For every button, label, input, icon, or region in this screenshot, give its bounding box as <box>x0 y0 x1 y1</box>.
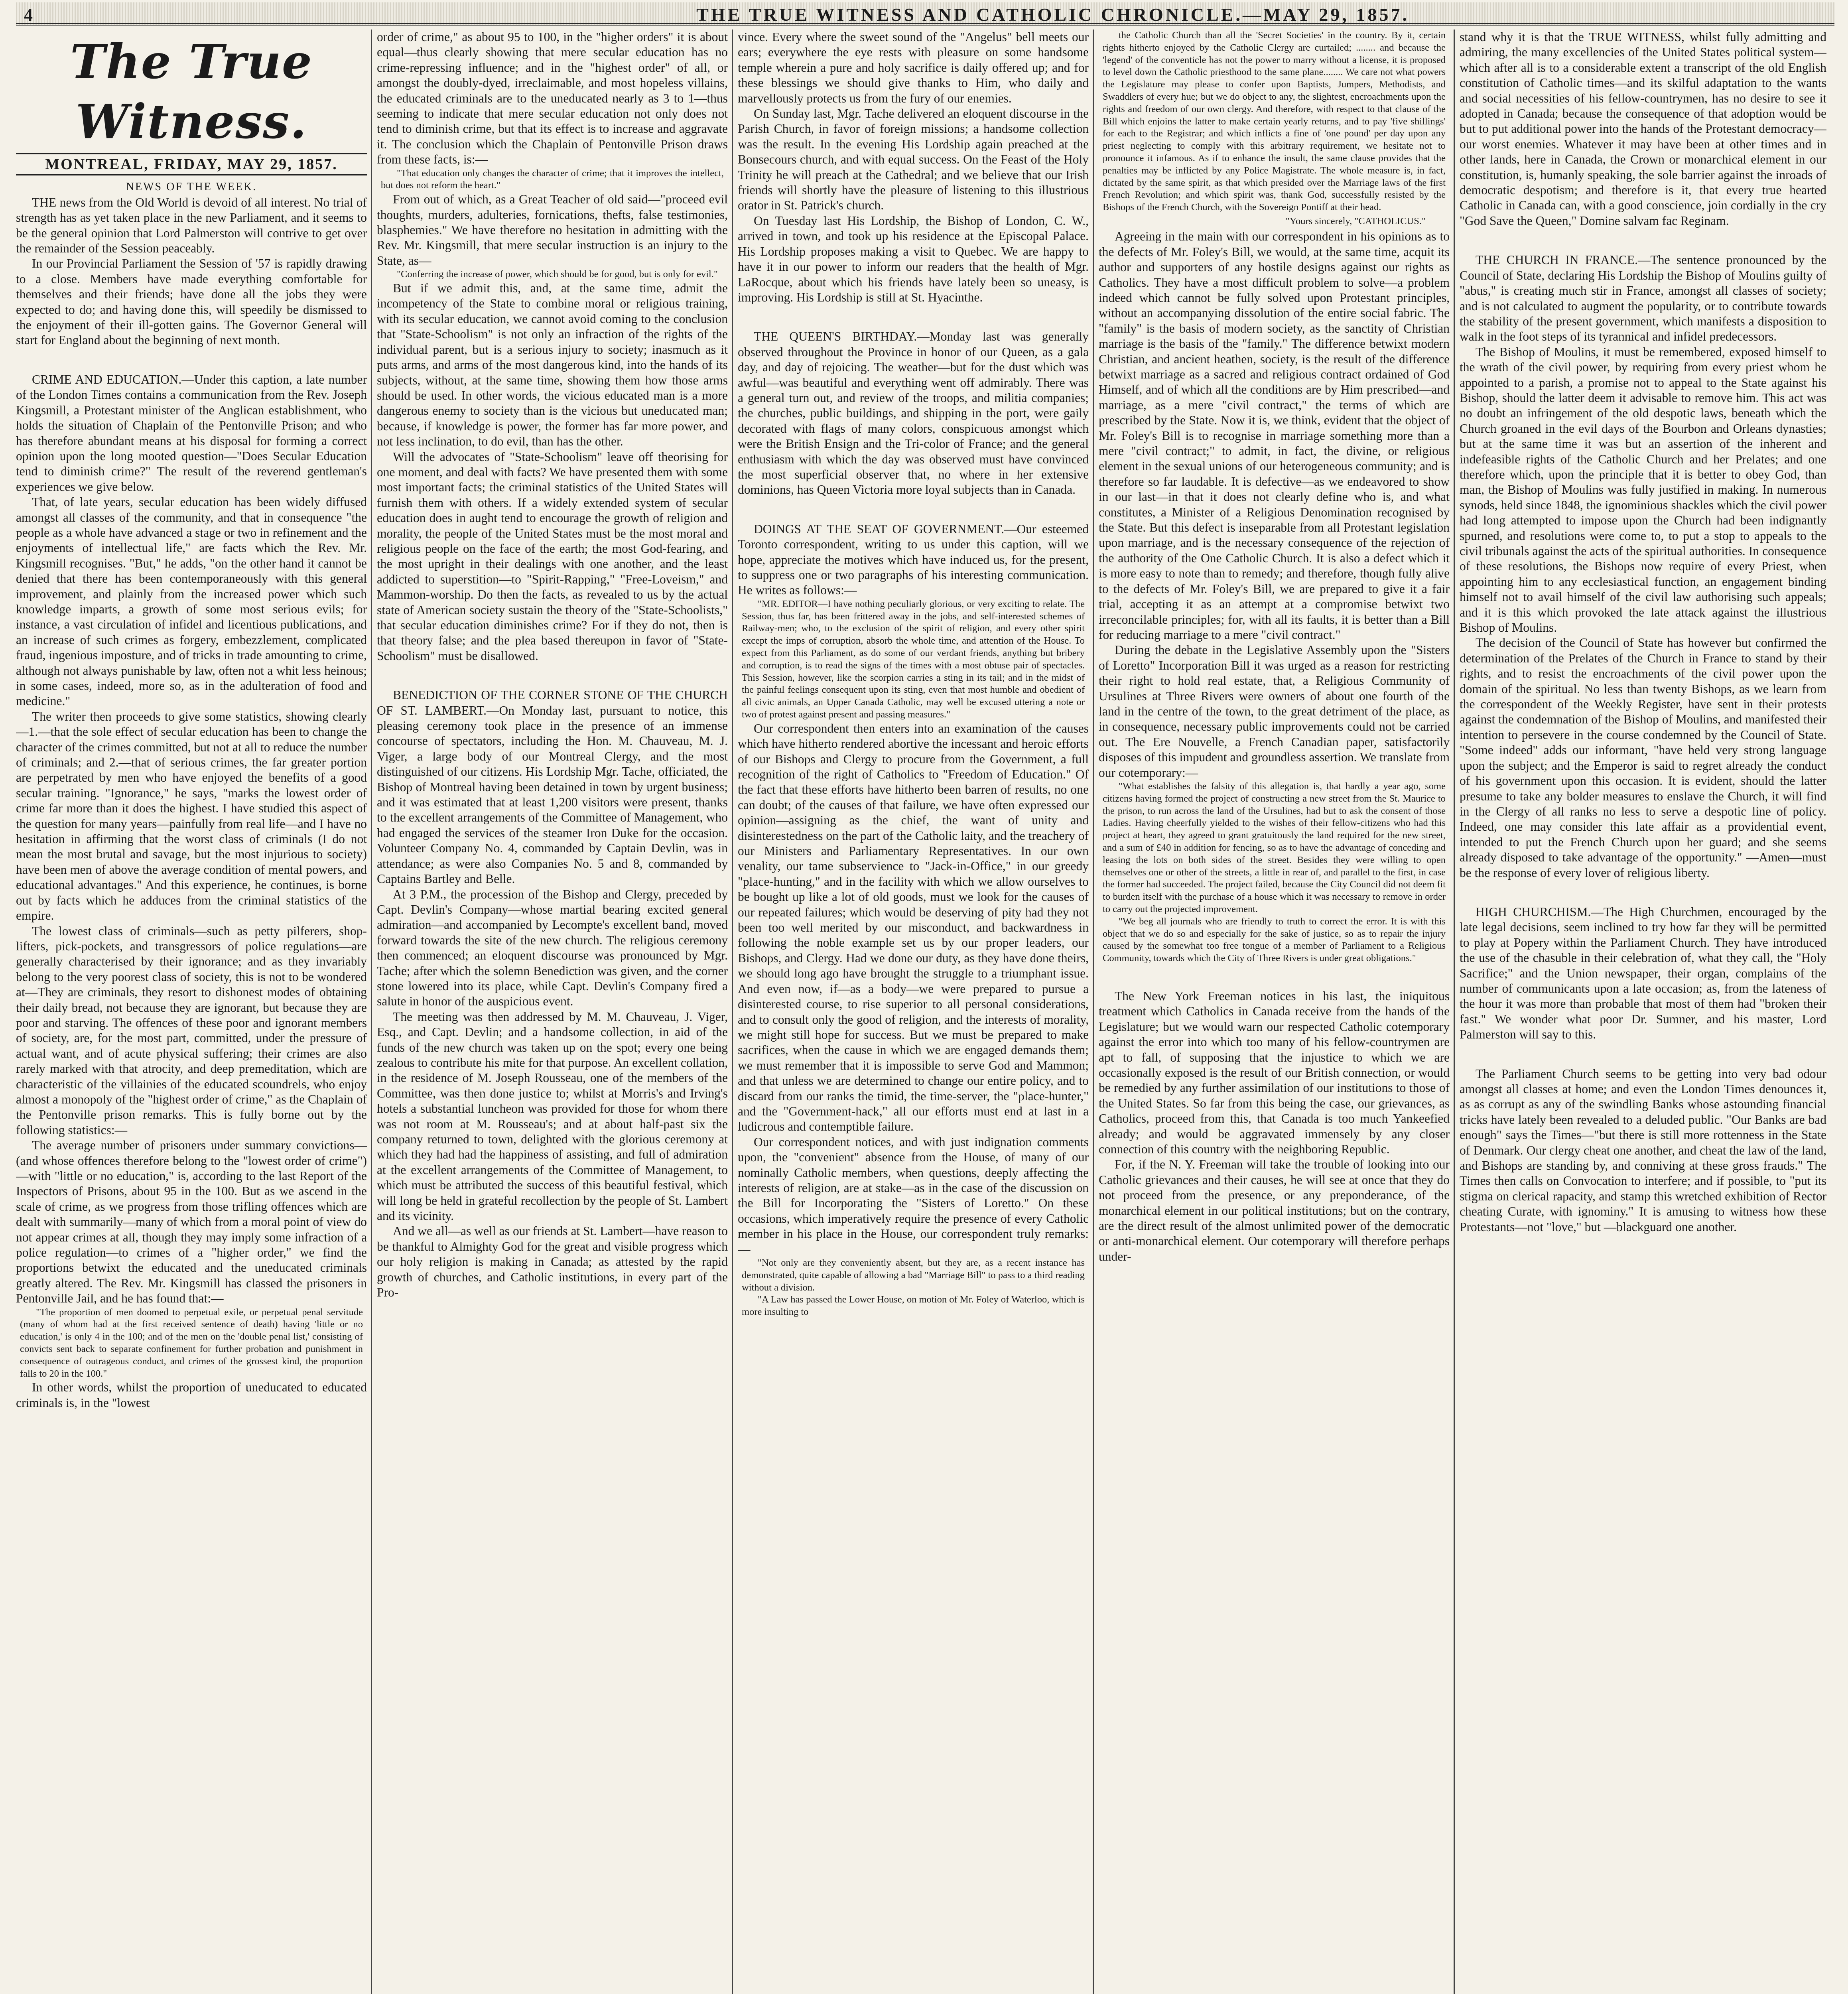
block-quote: "What establishes the falsity of this allegation is, that hardly a year ago, some citizens having formed the project of constructing a new street from the St. Maurice to the prison, to run across the land of the Ursulines, had but to ask the consent of those Ladies. Having cheerfully yielded to the wishes of their fellow-citizens who had this project at heart, they agreed to grant gratuitously the land required for the new street, and a sum of £40 in addition for fencing, so as to have the advantage of conceding and leasing the lots on both sides of the street. Besides they were willing to open themselves one or other of the streets, a little in rear of, and parallel to the first, in case the former had succeeded. The project failed, because the City Council did not deem fit to burden itself with the purchase of a house which it was necessary to remove in order to carry out the projected improvement. <box>1103 780 1446 914</box>
paragraph: order of crime," as about 95 to 100, in the "higher orders" it is about equal—thus clearly showing that mere secular education has no crime-repressing influence; and in the "highest order" of all, or amongst the doubly-dyed, irreclaimable, and most hopeless villains, the educated criminals are to the uneducated nearly as 3 to 1—thus seeming to indicate that mere secular education not only does not tend to diminish crime, but that its effect is to increase and aggravate it. The conclusion which the Chaplain of Pentonville Prison draws from these facts, is:— <box>377 30 728 167</box>
benediction-heading: BENEDICTION OF THE CORNER STONE OF THE CHURCH OF ST. LAMBERT. <box>377 688 728 717</box>
crime-education-heading: CRIME AND EDUCATION. <box>32 372 182 386</box>
paragraph: Agreeing in the main with our correspondent in his opinions as to the defects of Mr. Foley's Bill, we would, at the same time, acquit its author and supporters of any hostile designs against our rights as Catholics. They have a most difficult problem to solve—a problem indeed which cannot be fully solved upon Protestant principles, without an accompanying dissolution of the entire social fabric. The "family" is the basis of modern society, as the sanctity of Christian marriage is the basis of the "family." The difference betwixt modern Christian, and ancient heathen, society, is the result of the difference betwixt marriage as a sacred and religious contract ordained of God Himself, and of which all the conditions are by Him prescribed—and marriage, as a mere "civil contract," the terms of which are prescribed by the State. Now it is, we think, evident that the object of Mr. Foley's Bill is to recognise in marriage something more than a mere "civil contract;" to admit, in fact, the divine, or religious element in the sexual unions of our heterogeneous community; and is therefore so far laudable. It is defective—as we endeavored to show in our last—in that it does not clearly define who is, and what constitutes, a Minister of a Religious Denomination recognised by the State. But this defect is inseparable from all Protestant legislation upon marriage, and is the necessary consequence of the rejection of the authority of the One Catholic Church. It is also a defect which it is more easy to note than to remedy; and therefore, though fully alive to the defects of Mr. Foley's Bill, we are prepared to give it a fair trial, accepting it as an attempt at a compromise betwixt two irreconcilable principles; for, with all its faults, it is better than a Bill for reducing marriage to a mere "civil contract." <box>1099 229 1450 642</box>
paragraph: During the debate in the Legislative Assembly upon the "Sisters of Loretto" Incorporation Bill it was urged as a reason for restricting their right to hold real estate, that, a Religious Community of Ursulines at Three Rivers were owners of about one fourth of the land in the centre of the town, to the great detriment of the place, as in consequence, necessary public improvements could not be carried out. The Ere Nouvelle, a French Canadian paper, satisfactorily disposes of this impudent and groundless assertion. We translate from our cotemporary:— <box>1099 643 1450 780</box>
paragraph: At 3 P.M., the procession of the Bishop and Clergy, preceded by Capt. Devlin's Company—whose martial bearing excited general admiration—and accompanied by Lecompte's excellent band, moved forward towards the site of the new church. The religious ceremony then commenced; an eloquent discourse was pronounced by Mgr. Tache; after which the solemn Benediction was given, and the corner stone lowered into its place, while Capt. Devlin's Company fired a salute in honor of the auspicious event. <box>377 887 728 1009</box>
column-3 <box>738 30 1089 1994</box>
paragraph: The average number of prisoners under summary convictions—(and whose offences therefore belong to the "lowest order of crime")—with "little or no education," is, according to the last Report of the Inspectors of Prisons, about 95 in the 100. But as we ascend in the scale of crime, as we progress from those trifling offences which are dealt with summarily—many of which from a moral point of view do not appear crimes at all, though they may imply some infraction of a police regulation—to crimes of a "higher order," we find the proportions betwixt the educated and the uneducated criminals greatly altered. The Rev. Mr. Kingsmill has classed the prisoners in Pentonville Jail, and he has found that:— <box>16 1138 367 1306</box>
block-quote: "That education only changes the character of crime; that it improves the intellect, but does not reform the heart." <box>381 167 724 191</box>
high-churchism-heading: HIGH CHURCHISM. <box>1476 904 1591 919</box>
page-header <box>16 2 1834 26</box>
paragraph: CRIME AND EDUCATION.—Under this caption, a late number of the London Times contains a communication from the Rev. Joseph Kingsmill, a Protestant minister of the Anglican establishment, who holds the situation of Chaplain of the Pentonville Prison; and who has therefore abundant means at his disposal for forming a correct opinion upon the long mooted question—"Does Secular Education tend to diminish crime?" The result of the reverend gentleman's experiences we give below. <box>16 372 367 494</box>
block-quote: "MR. EDITOR—I have nothing peculiarly glorious, or very exciting to relate. The Session, thus far, has been frittered away in the jobs, and self-interested schemes of Railway-men; who, to the exclusion of the spirit of religion, and every other spirit except the imps of corruption, absorb the whole time, and attention of the House. To expect from this Parliament, as do some of our verdant friends, anything but bribery and corruption, is to read the signs of the times with a most obtuse pair of spectacles. This Session, however, like the scorpion carries a sting in its tail; and in the midst of the painful feelings consequent upon its sting, even that most humble and obedient of all civic animals, an Upper Canada Catholic, may well be excused uttering a note or two of protest against present and passing measures." <box>742 598 1085 720</box>
block-quote: "The proportion of men doomed to perpetual exile, or perpetual penal servitude (many of whom had at the first received sentence of death) having 'little or no education,' is only 4 in the 100; and of the men on the 'double penal list,' consisting of convicts sent back to separate confinement for further probation and punishment in consequence of outrageous conduct, and crimes of the grossest kind, the proportion falls to 20 in the 100." <box>20 1306 363 1379</box>
paragraph: THE news from the Old World is devoid of all interest. No trial of strength has as yet taken place in the new Parliament, and it seems to be the general opinion that Lord Palmerston will contrive to get over the remainder of the Session peaceably. <box>16 195 367 256</box>
paragraph: From out of which, as a Great Teacher of old said—"proceed evil thoughts, murders, adulteries, fornications, thefts, false testimonies, blasphemies." We have therefore no hesitation in admitting with the Rev. Mr. Kingsmill, that mere secular instruction is an injury to the State, as— <box>377 192 728 268</box>
paragraph: The decision of the Council of State has however but confirmed the determination of the Prelates of the Church in France to stand by their rights, and to resist the encroachments of the civil power upon the domain of the spiritual. No less than twenty Bishops, as we learn from the correspondent of the Weekly Register, have sent in their protests against the condemnation of the Bishop of Moulins, and manifested their intention to persevere in the course condemned by the Council of State. "Some indeed" adds our informant, "have held very strong language upon the subject; and the Emperor is said to regret already the conduct of his government upon this occasion. It is evident, should the latter presume to take any bolder measures to enslave the Church, it will find in the Clergy of all ranks no less to serve a despotic line of policy. Indeed, one may consider this late affair as a providential event, intended to put the French Church upon her guard; and she seems already disposed to take advantage of the opportunity." —Amen—must be the response of every lover of religious liberty. <box>1460 636 1826 880</box>
paragraph: On Sunday last, Mgr. Tache delivered an eloquent discourse in the Parish Church, in favor of foreign missions; a handsome collection was the result. In the evening His Lordship again preached at the Bonsecours church, and with equal success. On the Feast of the Holy Trinity he will preach at the Cathedral; and we believe that our Irish friends will shortly have the pleasure of listening to this illustrious orator in St. Patrick's church. <box>738 106 1089 213</box>
column-rule <box>1454 30 1455 1994</box>
signature: "Yours sincerely, "CATHOLICUS." <box>1285 215 1426 227</box>
masthead-title: The True Witness. <box>70 34 313 149</box>
paragraph: The writer then proceeds to give some statistics, showing clearly—1.—that the sole effect of secular education has been to change the character of the crimes committed, but not at all to reduce the number of criminals; and 2.—that of serious crimes, the far greater portion are perpetrated by men who have enjoyed the benefits of a good secular training. "Ignorance," he says, "marks the lowest order of crime far more than it does the highest. I have studied this aspect of the question for many years—painfully from real life—and I have no hesitation in affirming that the worst class of criminals (I do not mean the most brutal and savage, but the most injurious to society) have been men of above the average condition of mental powers, and educational advantages." And this experience, he continues, is borne out by facts which he adduces from the criminal statistics of the empire. <box>16 709 367 923</box>
column-rule <box>1093 30 1094 1994</box>
column-rule <box>732 30 733 1994</box>
paragraph: And we all—as well as our friends at St. Lambert—have reason to be thankful to Almighty God for the great and visible progress which our holy religion is making in Canada; as attested by the rapid growth of churches, and Catholic institutions, in every part of the Pro- <box>377 1224 728 1300</box>
paragraph: The lowest class of criminals—such as petty pilferers, shop-lifters, pick-pockets, and transgressors of police regulations—are generally characterised by their ignorance; and as they invariably belong to the very poorest class of society, this is not to be wondered at—They are criminals, they resort to dishonest modes of obtaining their daily bread, not because they are ignorant, but because they are poor and starving. The offences of these poor and ignorant members of society, are, for the most part, committed, under the pressure of actual want, and of acute physical suffering; their crimes are also rarely marked with that atrocity, and deep premeditation, which are characteristic of the villainies of the educated scoundrels, who enjoy almost a monopoly of the "highest order of crime," as the Chaplain of the Pentonville prison remarks. This is fully borne out by the following statistics:— <box>16 924 367 1137</box>
paragraph: THE CHURCH IN FRANCE.—The sentence pronounced by the Council of State, declaring His Lordship the Bishop of Moulins guilty of "abus," is creating much stir in France, amongst all classes of society; and is not calculated to augment the popularity, or to contribute towards the stability of the present government, which manifests a disposition to walk in the foot steps of its tyrannical and infidel predecessors. <box>1460 253 1826 344</box>
paragraph: vince. Every where the sweet sound of the "Angelus" bell meets our ears; everywhere the eye rests with pleasure on some handsome temple wherein a pure and holy sacrifice is daily offered up; and for these blessings we should give thanks to Him, who daily and marvellously protects us from the fury of our enemies. <box>738 30 1089 105</box>
paragraph: DOINGS AT THE SEAT OF GOVERNMENT.—Our esteemed Toronto correspondent, writing to us under this caption, will we hope, appreciate the motives which have induced us, for the present, to suppress one or two paragraphs of his interesting communication. He writes as follows:— <box>738 522 1089 597</box>
column-4 <box>1099 30 1450 1994</box>
church-in-france-heading: THE CHURCH IN FRANCE. <box>1476 253 1638 267</box>
column-5 <box>1460 30 1826 1994</box>
paragraph: In other words, whilst the proportion of uneducated to educated criminals is, in the "lowest <box>16 1380 367 1410</box>
column-1 <box>16 30 367 1994</box>
block-quote: "A Law has passed the Lower House, on motion of Mr. Foley of Waterloo, which is more insulting to <box>742 1294 1085 1318</box>
paragraph: That, of late years, secular education has been widely diffused amongst all classes of the community, and that in consequence "the people as a whole have advanced a stage or two in refinement and the enjoyments of intellectual life," are facts which the Rev. Mr. Kingsmill recognises. "But," he adds, "on the other hand it cannot be denied that there has been contemporaneously with this general improvement, and plainly from the increased power which such knowledge imparts, a growth of some most serious evils; for instance, a vast circulation of infidel and licentious publications, and an increase of such crimes as forgery, embezzlement, complicated fraud, ingenious imposture, and of tricks in trade amounting to crime, although not always punishable by law, often not a whit less heinous; in some cases, indeed, more so, as in the adulteration of food and medicine." <box>16 495 367 708</box>
paragraph: The Parliament Church seems to be getting into very bad odour amongst all classes at home; and even the London Times denounces it, as as corrupt as any of the swindling Banks whose astounding financial tricks have lately been revealed to a deluded public. "Our Banks are bad enough" says the Times—"but there is still more rottenness in the State of Denmark. Our clergy cheat one another, and cheat the law of the land, and Bishops are standing by, and conniving at these gross frauds." The Times then calls on Convocation to interfere; and if possible, to "put its stigma on clerical rapacity, and stamp this wretched exhibition of Rector cheating Curate, with ignominy." It is amusing to witness how these Protestants—not "love," but —blackguard one another. <box>1460 1066 1826 1234</box>
paragraph: The Bishop of Moulins, it must be remembered, exposed himself to the wrath of the civil power, by requiring from every priest whom he appointed to a parish, a promise not to appeal to the State against his Bishop, should the latter deem it advisable to remove him. This act was no doubt an infringement of the old despotic laws, beneath which the Church groaned in the evil days of the Bourbon and Orleans dynasties; but at the same time it was but an assertion of the inherent and indefeasible rights of the Catholic Church and her Prelates; and one therefore which, upon the principle that it is better to obey God, than man, the Bishop of Moulins was fully justified in making. In numerous synods, held since 1848, the ignominious shackles which the civil power had long attempted to impose upon the Church had been indignantly spurned, and resolutions were come to, to put a stop to appeals to the civil tribunals against the acts of the spiritual authorities. In consequence of these resolutions, the Bishops now require of every Priest, when appointing him to any ecclesiastical function, an engagement binding himself not to avail himself of the civil law authorising such appeals; and it is this which provoked the late attack against the illustrious Bishop of Moulins. <box>1460 345 1826 635</box>
news-of-week-heading: NEWS OF THE WEEK. <box>126 181 257 193</box>
paragraph: Our correspondent then enters into an examination of the causes which have hitherto rendered abortive the incessant and heroic efforts of our Bishops and Clergy to procure from the Government, a full recognition of the right of Catholics to "Freedom of Education." Of the fact that these efforts have hitherto been barren of results, no one can doubt; of the causes of that failure, we have often expressed our opinion—assigning as the chief, the want of unity and disinterestedness on the part of the Catholic laity, and the treachery of our Ministers and Parliamentary Representatives. In our own venality, our tame subservience to "Jack-in-Office," in our greedy "place-hunting," and in the facility with which we allow ourselves to be bought up like a lot of old goods, must we look for the causes of our repeated failures; which would be deserving of pity had they not been too well merited by our misconduct, and backwardness in following the noble example set us by our proper leaders, our Bishops, and Clergy. Had we done our duty, as they have done theirs, we should long ago have brought the struggle to a triumphant issue. And even now, if—as a body—we were prepared to pursue a disinterested course, to rise superior to all personal considerations, and to consult only the good of religion, and the interests of morality, we might still hope for success. But we must be prepared to make sacrifices, when the cause in which we are engaged demands them; we must remember that it is impossible to serve God and Mammon; and that unless we are determined to change our entire policy, and to discard from our ranks the timid, the time-server, the "place-hunter," and the "Government-hack," all our efforts must end at last in a ludicrous and contemptible failure. <box>738 721 1089 1134</box>
paragraph: stand why it is that the TRUE WITNESS, whilst fully admitting and admiring, the many excellencies of the United States political system—which after all is to a considerable extent a transcript of the old English constitution of Catholic times—and its skilful adaptation to the wants and social necessities of his fellow-countrymen, has no desire to see it adopted in Canada; because the consequence of that adoption would be but to put additional power into the hands of the Protestant democracy—our worst enemies. Whatever it may have been at other times and in other lands, here in Canada, the Crown or monarchical element in our constitution, is, humanly speaking, the sole barrier against the inroads of democratic despotism; and therefore is it, that every true hearted Catholic in Canada can, with a good conscience, join cordially in the cry "God Save the Queen," Domine salvam fac Reginam. <box>1460 30 1826 228</box>
paragraph: For, if the N. Y. Freeman will take the trouble of looking into our Catholic grievances and their causes, he will see at once that they do not proceed from the presence, or any preponderance, of the monarchical element in our political institutions; but on the contrary, are the direct result of the almost unlimited power of the democratic or anti-monarchical element. Our cotemporary will therefore perhaps under- <box>1099 1157 1450 1263</box>
paragraph: On Tuesday last His Lordship, the Bishop of London, C. W., arrived in town, and took up his residence at the Episcopal Palace. His Lordship proposes making a visit to Quebec. We are happy to have it in our power to inform our readers that the health of Mgr. LaRocque, about which his friends have lately been so uneasy, is improving. His Lordship is still at St. Hyacinthe. <box>738 213 1089 304</box>
dateline: MONTREAL, FRIDAY, MAY 29, 1857. <box>16 153 367 175</box>
block-quote: "We beg all journals who are friendly to truth to correct the error. It is with this object that we do so and especially for the sake of justice, so as to repair the injury caused by the somewhat too free tongue of a member of Parliament to a Religious Community, towards which the City of Three Rivers is under great obligations." <box>1103 916 1446 964</box>
block-quote: the Catholic Church than all the 'Secret Societies' in the country. By it, certain rights hitherto enjoyed by the Catholic Clergy are curtailed; ........ and because the 'legend' of the conventicle has not the power to marry without a license, it is proposed to level down the Catholic priesthood to the same plane........ We care not what powers the Legislature may please to confer upon Baptists, Jumpers, Methodists, and Swaddlers of every hue; but we do object to any, the slightest, encroachments upon the rights and freedom of our own clergy. And therefore, with respect to that clause of the Bill which enjoins the latter to make certain yearly returns, and to pay 'five shillings' for each to the Registrar; and which inflicts a fine of 'one pound' per day upon any priest neglecting to comply with this arbitrary requirement, we hesitate not to pronounce it infamous. As if to enhance the insult, the same clause provides that the penalties may be inflicted by any Police Magistrate. The whole measure is, in fact, dictated by the same spirit, as that which presided over the Marriage laws of the first French Revolution; and which spirit was, thank God, successfully resisted by the Bishops of the French Church, with the Sovereign Pontiff at their head. <box>1103 30 1446 213</box>
paragraph: THE QUEEN'S BIRTHDAY.—Monday last was generally observed throughout the Province in honor of our Queen, as a gala day, and day of rejoicing. The weather—but for the dust which was awful—was beautiful and everything went off admirably. There was a general turn out, and review of the troops, and militia companies; the churches, public buildings, and shipping in the port, were gaily decorated with flags of many colors, conspicuous amongst which were the British Ensign and the Tri-color of France; and the general enthusiasm with which the day was observed must have convinced the most superficial observer that, no where in her extensive dominions, has Queen Victoria more loyal subjects than in Canada. <box>738 329 1089 497</box>
column-2 <box>377 30 728 1994</box>
column-rule <box>371 30 372 1994</box>
page-number: 4 <box>24 5 33 25</box>
paragraph: The meeting was then addressed by M. M. Chauveau, J. Viger, Esq., and Capt. Devlin; and a handsome collection, in aid of the funds of the new church was taken up on the spot; every one being zealous to contribute his mite for that purpose. An excellent collation, in the residence of M. Joseph Rousseau, one of the members of the Committee, was then done justice to; whilst at Morris's and Irving's hotels a substantial luncheon was provided for those for whom there was not room at M. Rousseau's; and at about half-past six the company returned to town, delighted with the glorious ceremony at which they had had the happiness of assisting, and full of admiration at the excellent arrangements of the Committee of Management, to which must be attributed the success of this beautiful festival, which will long be held in grateful recollection by the people of St. Lambert and its vicinity. <box>377 1009 728 1223</box>
paragraph: HIGH CHURCHISM.—The High Churchmen, encouraged by the late legal decisions, seem inclined to try how far they will be permitted to play at Popery within the Parliament Church. They have introduced the use of the chasuble in their celebration of, what they call, the "Holy Sacrifice;" and the Union newspaper, their organ, complains of the number of communicants upon a late occasion; as, from the lateness of the hour it was more than probable that most of them had "broken their fast." We wonder what poor Dr. Sumner, and his master, Lord Palmerston will say to this. <box>1460 904 1826 1042</box>
paragraph: Our correspondent notices, and with just indignation comments upon, the "convenient" absence from the House, of many of our nominally Catholic members, when questions, deeply affecting the interests of religion, are at stake—as in the case of the discussion on the Bill for Incorporating the "Sisters of Loretto." On these occasions, which imperatively require the presence of every Catholic member in his place in the House, our correspondent truly remarks:— <box>738 1135 1089 1256</box>
seat-of-government-heading: DOINGS AT THE SEAT OF GOVERNMENT. <box>754 522 1005 536</box>
paragraph: But if we admit this, and, at the same time, admit the incompetency of the State to combine moral or religious training, with its secular education, we cannot avoid coming to the conclusion that "State-Schoolism" is not only an infraction of the rights of the individual parent, but is a serious injury to society; inasmuch as it puts arms, and arms of the most dangerous kind, into the hands of its subjects, without, at the same time, showing them how those arms should be used. In other words, the vicious educated man is a more dangerous enemy to society than is the vicious but uneducated man; because, if knowledge is power, the former has far more power, and not less inclination, to do evil, than has the other. <box>377 281 728 449</box>
paragraph: BENEDICTION OF THE CORNER STONE OF THE CHURCH OF ST. LAMBERT.—On Monday last, pursuant to notice, this pleasing ceremony took place in the presence of an immense concourse of spectators, including the Hon. M. Chauveau, M. J. Viger, a large body of our Montreal Clergy, and the most distinguished of our citizens. His Lordship Mgr. Tache, officiated, the Bishop of Montreal having been detained in town by urgent business; and it was estimated that at least 1,200 visitors were present, thanks to the excellent arrangements of the Committee of Management, who had engaged the services of the steamer Iron Duke for the occasion. Volunteer Company No. 4, commanded by Captain Devlin, was in attendance; as were also Companies No. 5 and 8, commanded by Captains Bartley and Belle. <box>377 688 728 886</box>
block-quote: "Not only are they conveniently absent, but they are, as a recent instance has demonstrated, quite capable of allowing a bad "Marriage Bill" to pass to a third reading without a division. <box>742 1257 1085 1293</box>
block-quote: "Conferring the increase of power, which should be for good, but is only for evil." <box>397 269 718 280</box>
paragraph: In our Provincial Parliament the Session of '57 is rapidly drawing to a close. Members have made everything comfortable for themselves and their friends; have done all the jobs they were expected to do; and having done this, will speedily be dismissed to the enjoyment of their ill-gotten gains. The Governor General will start for England about the beginning of next month. <box>16 256 367 347</box>
paragraph: Will the advocates of "State-Schoolism" leave off theorising for one moment, and deal with facts? We have presented them with some most important facts; the criminal statistics of the United States will furnish them with others. If a widely extended system of secular education does in aught tend to encourage the growth of religion and morality, the people of the United States must be the most moral and religious people on the face of the earth; the most God-fearing, and the most upright in their dealings with one another, and the least addicted to superstition—to "Spirit-Rapping," "Free-Loveism," and Mammon-worship. Do then the facts, as revealed to us by the actual state of American society sustain the theory of the "State-Schoolists," that secular education diminishes crime? For if they do not, then is that theory false; and the plea based thereupon in favor of "State-Schoolism" must be disallowed. <box>377 449 728 663</box>
queens-birthday-heading: THE QUEEN'S BIRTHDAY. <box>754 329 917 344</box>
running-head: THE TRUE WITNESS AND CATHOLIC CHRONICLE.—MAY 29, 1857. <box>696 4 1409 25</box>
paragraph: The New York Freeman notices in his last, the iniquitous treatment which Catholics in Canada receive from the hands of the Legislature; but we would warn our respected Catholic cotemporary against the error into which too many of his fellow-countrymen are apt to fall, of supposing that the injustice to which we are occasionally exposed is the result of our British connection, or would be remedied by any further assimilation of our institutions to those of the United States. So far from this being the case, our grievances, as Catholics, proceed from this, that Canada is too much Yankeefied already; and would be aggravated immensely by any closer connection of this country with the neighboring Republic. <box>1099 989 1450 1156</box>
